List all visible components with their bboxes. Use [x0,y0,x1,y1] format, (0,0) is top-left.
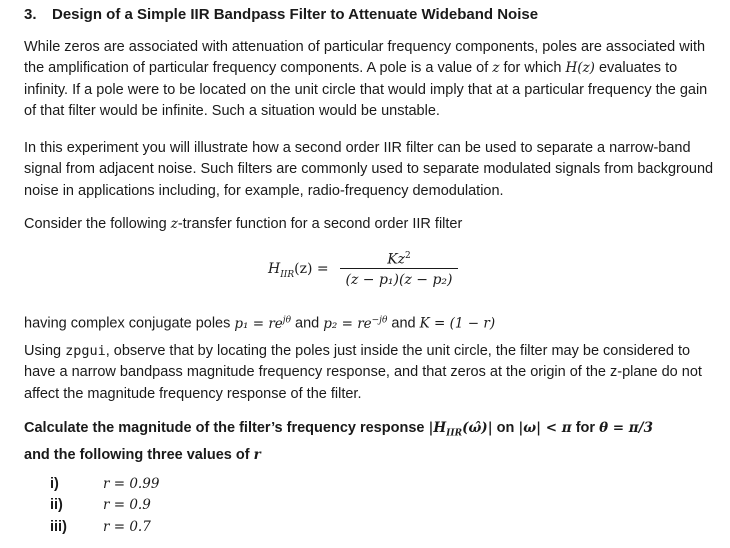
text-run: for [571,420,600,436]
paragraph-consider [24,214,714,235]
math-p1 [234,316,291,332]
section-number: 3. [24,6,37,23]
list-item-label: i) [50,476,59,492]
math-r: r [253,446,261,463]
text-run: and [291,315,324,332]
list-item-label: ii) [50,497,63,514]
math-z: z [492,60,500,77]
p2-exponent: −jθ [371,315,388,325]
p1-text: p₁ = re [234,315,283,332]
paragraph-poles-zeros [24,37,714,122]
equation-lhs [268,261,329,280]
text-run: Consider the following [24,216,171,232]
list-item [50,474,159,495]
hmag-subscript: IIR [446,428,463,439]
hmag-argument: (ω̂)| [462,420,493,436]
text-run: Using [24,343,66,359]
lhs-symbol: H [268,261,281,277]
fraction-bar [340,268,458,269]
paragraph-experiment: In this experiment you will illustrate how a second order IIR filter can be used to separate a narrow-band signal from adjacent noise. Such filters are commonly used to separate modulated signals from background noise in applications including, for example, radio-frequency demodulation. [24,140,714,199]
section-heading [24,6,538,23]
math-k: K = (1 − r) [419,315,496,332]
math-theta: θ = π/3 [599,420,653,436]
lhs-subscript: IIR [280,269,295,280]
p1-exponent: jθ [282,315,291,325]
text-run: and [387,315,420,332]
text-run: and the following three values of [24,446,254,463]
math-hz: H(z) [565,60,595,77]
transfer-function-equation [268,246,488,292]
paragraph-poles-definition [24,310,714,335]
text-run: evaluates to infinity. If a pole were to be located on the unit circle that would imply that at a particular frequency the gain of that filter would be infinite. Such a situation would be unstable. [24,60,708,119]
hmag-text: |H [428,420,447,436]
list-item-value: r = 0.9 [103,497,151,514]
fraction-denominator: (z − p₁)(z − p₂) [345,272,453,288]
text-run: for which [499,60,566,77]
text-run: on [492,420,519,436]
numerator-text: Kz [387,251,406,268]
section-title: Design of a Simple IIR Bandpass Filter to Attenuate Wideband Noise [52,6,539,23]
paragraph-zpgui [24,341,714,405]
list-item [50,517,159,538]
math-omega-range: |ω| < π [518,420,572,436]
math-p2 [323,316,387,332]
text-run: Calculate the magnitude of the filter’s frequency response [24,420,429,436]
fraction-numerator [340,246,458,266]
text-run: , observe that by locating the poles just inside the unit circle, the filter may be considered to have a narrow bandpass magnitude frequency response, and that zeros at the origin of the z-plane do not affect the magnitude frequency response of the filter. [24,343,702,402]
list-item-value: r = 0.7 [103,518,151,535]
equation-fraction [340,246,458,290]
code-zpgui: zpgui [65,343,106,359]
lhs-argument: (z) = [294,261,329,277]
numerator-exponent: 2 [405,251,411,261]
text-run: While zeros are associated with attenuation of particular frequency components, poles are associated with the amplification of particular frequency components. A pole is a value of [24,39,706,77]
r-values-list [50,474,159,538]
text-run: having complex conjugate poles [24,315,235,332]
math-h-magnitude [428,420,493,439]
paragraph-task [24,418,714,466]
math-z: z [170,216,178,232]
p2-text: p₂ = re [323,315,372,332]
text-run: -transfer function for a second order IIR filter [177,216,463,232]
list-item [50,495,159,516]
list-item-label: iii) [50,518,67,535]
list-item-value: r = 0.99 [103,476,160,492]
